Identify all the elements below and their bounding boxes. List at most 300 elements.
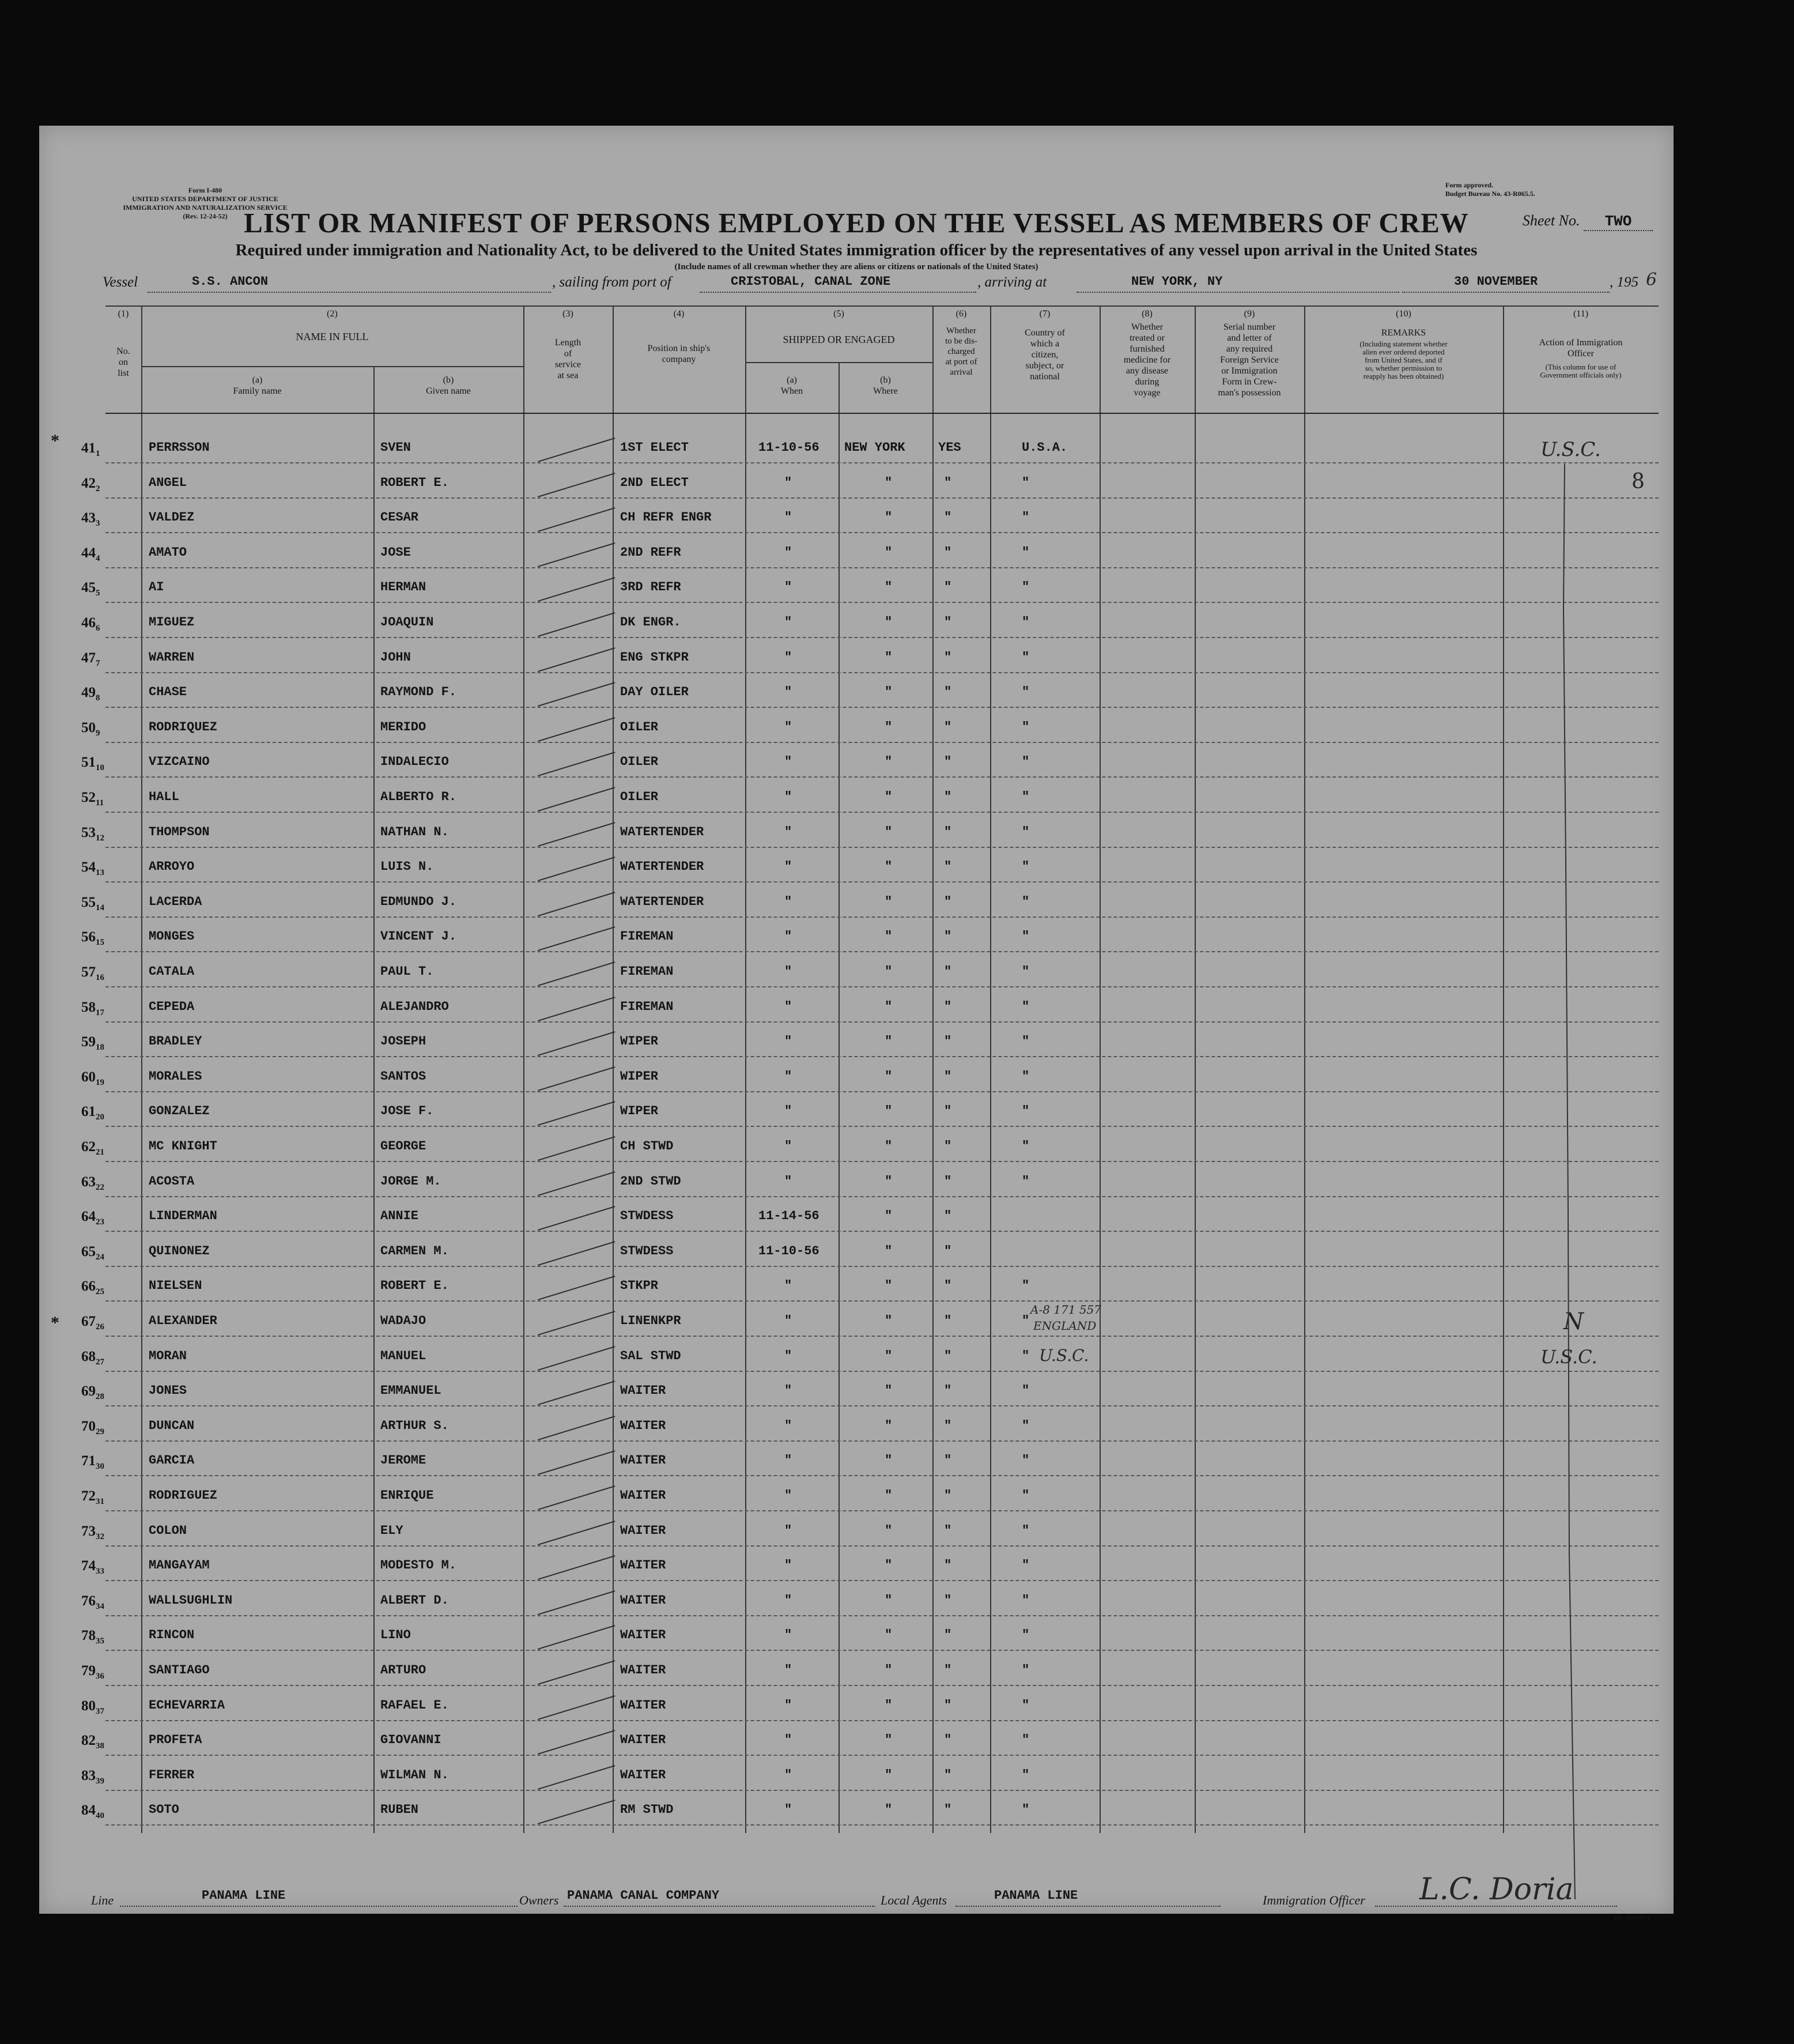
officer-action-heading: Action of Immigration Officer (1539, 338, 1623, 359)
cell-where: " (885, 1348, 893, 1363)
cell-where: " (885, 894, 893, 909)
cell-where: " (885, 1209, 893, 1224)
cell-country: " (1022, 999, 1030, 1014)
manifest-sheet (39, 126, 1674, 1922)
cell-discharged: " (944, 1418, 952, 1433)
cell-country: " (1022, 894, 1030, 909)
cell-given: RAFAEL E. (380, 1698, 449, 1713)
cell-given: GEORGE (380, 1139, 426, 1153)
form-id-line: Form I-480 (188, 186, 222, 194)
cell-where: " (885, 1314, 893, 1328)
cell-when: " (784, 1104, 792, 1119)
cell-position: DAY OILER (620, 685, 689, 700)
cell-family: LINDERMAN (149, 1209, 217, 1224)
cell-given: EDMUNDO J. (380, 894, 457, 909)
cell-where: " (885, 1628, 893, 1643)
cell-position: ENG STKPR (620, 650, 689, 665)
cell-discharged: " (944, 1593, 952, 1608)
cell-country: " (1022, 755, 1030, 770)
row-number: $55_{14}$ (81, 894, 104, 912)
cell-when: " (784, 545, 792, 560)
cell-country: " (1022, 1488, 1030, 1503)
service-length-mark (538, 1311, 615, 1336)
row-number: $54_{13}$ (81, 859, 104, 878)
cell-discharged: " (944, 510, 952, 525)
cell-discharged: " (944, 1243, 952, 1258)
cell-given: ROBERT E. (380, 475, 449, 490)
cell-given: JORGE M. (380, 1174, 441, 1189)
cell-discharged: " (944, 1314, 952, 1328)
cell-when: " (784, 790, 792, 804)
cell-position: WAITER (620, 1698, 666, 1713)
row-number: $67_{26}$ (81, 1314, 104, 1332)
cell-discharged: " (944, 790, 952, 804)
cell-country: " (1022, 1314, 1030, 1328)
col-11-number: (11) (1573, 309, 1589, 319)
cell-given: LINO (380, 1628, 411, 1643)
handwritten-country-england: ENGLAND (1033, 1319, 1097, 1333)
cell-country: " (1022, 1174, 1030, 1189)
cell-discharged: " (944, 1767, 952, 1782)
cell-position: FIREMAN (620, 964, 674, 979)
cell-given: RAYMOND F. (380, 685, 457, 700)
row-number: $84_{40}$ (81, 1802, 104, 1821)
cell-position: WAITER (620, 1383, 666, 1398)
cell-family: SOTO (149, 1802, 179, 1817)
row-number: $41_1$ (81, 440, 100, 458)
length-of-service-heading: Length of service at sea (554, 338, 581, 380)
cell-discharged: " (944, 1558, 952, 1573)
cell-given: MANUEL (380, 1348, 426, 1363)
cell-position: LINENKPR (620, 1314, 681, 1328)
row-number: $49_8$ (81, 685, 100, 703)
cell-where: " (885, 719, 893, 734)
service-length-mark (538, 1031, 615, 1056)
cell-given: JOSEPH (380, 1034, 426, 1049)
remarks-heading: REMARKS (1381, 328, 1426, 338)
cell-where: " (885, 1558, 893, 1573)
cell-family: BRADLEY (149, 1034, 202, 1049)
col-10-number: (10) (1396, 309, 1411, 319)
cell-when: " (784, 1418, 792, 1433)
cell-when: " (784, 1802, 792, 1817)
cell-when: " (784, 719, 792, 734)
cell-where: " (885, 1243, 893, 1258)
cell-position: WAITER (620, 1733, 666, 1748)
cell-when: " (784, 1767, 792, 1782)
cell-family: AI (149, 580, 164, 595)
service-length-mark (538, 997, 615, 1021)
cell-family: GONZALEZ (149, 1104, 210, 1119)
cell-position: OILER (620, 755, 659, 770)
cell-given: NATHAN N. (380, 824, 449, 839)
cell-family: VALDEZ (149, 510, 195, 525)
cell-family: PROFETA (149, 1733, 202, 1748)
service-length-mark (538, 1800, 615, 1824)
service-length-mark (538, 438, 615, 462)
service-length-mark (538, 1066, 615, 1091)
cell-position: WATERTENDER (620, 824, 704, 839)
sheet-number-label: Sheet No. (1522, 212, 1580, 229)
row-number: $69_{28}$ (81, 1383, 104, 1402)
service-length-mark (538, 507, 615, 532)
cell-when: " (784, 615, 792, 629)
cell-family: MORAN (149, 1348, 187, 1363)
cell-when: " (784, 580, 792, 595)
cell-given: GIOVANNI (380, 1733, 441, 1748)
officer-action-note: (This column for use of Government officials only) (1540, 363, 1622, 379)
cell-family: WARREN (149, 650, 195, 665)
row-number: $66_{25}$ (81, 1279, 104, 1297)
cell-when: " (784, 964, 792, 979)
service-length-mark (538, 752, 615, 776)
cell-family: CHASE (149, 685, 187, 700)
row-number: $78_{35}$ (81, 1628, 104, 1646)
cell-where: " (885, 1663, 893, 1677)
cell-position: WIPER (620, 1104, 659, 1119)
cell-given: ARTHUR S. (380, 1418, 449, 1433)
cell-position: 2ND REFR (620, 545, 681, 560)
service-length-mark (538, 961, 615, 986)
col-8-number: (8) (1142, 309, 1153, 319)
cell-family: ACOSTA (149, 1174, 195, 1189)
cell-given: JOHN (380, 650, 411, 665)
cell-position: FIREMAN (620, 999, 674, 1014)
form-id-line: (Rev. 12-24-52) (183, 212, 228, 220)
cell-position: 2ND STWD (620, 1174, 681, 1189)
cell-where: " (885, 1733, 893, 1748)
cell-discharged: " (944, 1733, 952, 1748)
cell-given: SANTOS (380, 1069, 426, 1084)
service-length-mark (538, 1136, 615, 1161)
handwritten-n-mark: N (1563, 1308, 1584, 1335)
cell-given: JOAQUIN (380, 615, 434, 629)
row-number: $51_{10}$ (81, 755, 104, 773)
col-2-number: (2) (327, 309, 338, 319)
service-length-mark (538, 1765, 615, 1790)
cell-given: CARMEN M. (380, 1243, 449, 1258)
cell-family: MC KNIGHT (149, 1139, 217, 1153)
cell-position: OILER (620, 719, 659, 734)
service-length-mark (538, 1625, 615, 1650)
cell-discharged: " (944, 755, 952, 770)
approval-line: Form approved. (1445, 181, 1494, 189)
asterisk-mark: * (51, 431, 59, 450)
cell-country: " (1022, 1418, 1030, 1433)
cell-discharged: " (944, 964, 952, 979)
cell-where: " (885, 1174, 893, 1189)
position-heading: Position in ship's company (647, 344, 711, 364)
cell-family: MANGAYAM (149, 1558, 210, 1573)
service-length-mark (538, 612, 615, 637)
service-length-mark (538, 1346, 615, 1371)
cell-position: WAITER (620, 1418, 666, 1433)
cell-where: NEW YORK (844, 440, 905, 455)
service-length-mark (538, 577, 615, 602)
cell-where: " (885, 929, 893, 944)
cell-position: WAITER (620, 1453, 666, 1468)
row-number: $43_3$ (81, 510, 100, 529)
cell-discharged: " (944, 615, 952, 629)
cell-country: " (1022, 650, 1030, 665)
row-number: $76_{34}$ (81, 1593, 104, 1611)
cell-family: LACERDA (149, 894, 202, 909)
cell-position: STWDESS (620, 1209, 674, 1224)
cell-country: " (1022, 580, 1030, 595)
sailing-label: , sailing from port of (552, 274, 671, 290)
cell-where: " (885, 1523, 893, 1538)
cell-family: RINCON (149, 1628, 195, 1643)
service-length-mark (538, 1241, 615, 1266)
cell-family: COLON (149, 1523, 187, 1538)
shipped-engaged-heading: SHIPPED OR ENGAGED (783, 334, 895, 345)
manifest-footer (91, 1872, 1670, 1917)
cell-family: ANGEL (149, 475, 187, 490)
cell-when: 11-10-56 (758, 1243, 819, 1258)
cell-when: 11-14-56 (758, 1209, 819, 1224)
row-number: $50_9$ (81, 719, 100, 738)
row-number: $63_{22}$ (81, 1174, 104, 1192)
row-number: $47_7$ (81, 650, 100, 668)
row-number: $46_6$ (81, 615, 100, 633)
cell-family: FERRER (149, 1767, 195, 1782)
cell-discharged: " (944, 1663, 952, 1677)
cell-when: " (784, 1069, 792, 1084)
cell-when: " (784, 1139, 792, 1153)
arrival-date: 30 NOVEMBER (1454, 274, 1538, 289)
cell-where: " (885, 790, 893, 804)
col-5-number: (5) (833, 309, 844, 319)
cell-discharged: " (944, 1383, 952, 1398)
cell-country: " (1022, 1348, 1030, 1363)
cell-when: " (784, 859, 792, 874)
cell-family: AMATO (149, 545, 187, 560)
cell-where: " (885, 475, 893, 490)
cell-given: JOSE F. (380, 1104, 434, 1119)
cell-country: " (1022, 475, 1030, 490)
service-length-mark (538, 857, 615, 881)
cell-given: CESAR (380, 510, 419, 525)
cell-family: RODRIQUEZ (149, 719, 217, 734)
medical-heading: Whether treated or furnished medicine for any disease during voyage (1123, 322, 1171, 398)
cell-where: " (885, 1802, 893, 1817)
cell-where: " (885, 1767, 893, 1782)
cell-when: " (784, 1558, 792, 1573)
cell-where: " (885, 1593, 893, 1608)
cell-country: " (1022, 790, 1030, 804)
service-length-mark (538, 717, 615, 742)
cell-position: 1ST ELECT (620, 440, 689, 455)
cell-country: " (1022, 1069, 1030, 1084)
cell-when: " (784, 1314, 792, 1328)
col-6-number: (6) (955, 309, 967, 319)
vessel-name: S.S. ANCON (192, 274, 269, 289)
cell-position: WATERTENDER (620, 894, 704, 909)
cell-discharged: " (944, 1453, 952, 1468)
form-subnote: (Include names of all crewman whether they are aliens or citizens or nationals of the United States) (674, 262, 1038, 271)
cell-discharged: " (944, 545, 952, 560)
service-length-mark (538, 1381, 615, 1405)
print-code: 16—67829-1 (1614, 1914, 1651, 1922)
service-length-mark (538, 682, 615, 707)
cell-country: " (1022, 824, 1030, 839)
cell-where: " (885, 824, 893, 839)
row-number: $65_{24}$ (81, 1243, 104, 1262)
cell-family: RODRIGUEZ (149, 1488, 217, 1503)
year-prefix: , 195 (1610, 274, 1638, 290)
row-number: $72_{31}$ (81, 1488, 104, 1506)
handwritten-usc: U.S.C. (1540, 438, 1601, 461)
cell-country: " (1022, 1558, 1030, 1573)
cell-when: " (784, 999, 792, 1014)
cell-when: " (784, 1383, 792, 1398)
cell-family: MORALES (149, 1069, 202, 1084)
cell-where: " (885, 1139, 893, 1153)
cell-when: " (784, 824, 792, 839)
cell-when: " (784, 650, 792, 665)
col-1-heading: No. on list (116, 346, 130, 378)
row-number: $59_{18}$ (81, 1034, 104, 1053)
cell-discharged: " (944, 1139, 952, 1153)
cell-when: " (784, 1523, 792, 1538)
cell-family: PERRSSON (149, 440, 210, 455)
cell-family: NIELSEN (149, 1279, 202, 1293)
col-7-number: (7) (1039, 309, 1051, 319)
cell-when: " (784, 475, 792, 490)
row-number: $60_{19}$ (81, 1069, 104, 1087)
cell-position: STWDESS (620, 1243, 674, 1258)
cell-when: " (784, 755, 792, 770)
service-length-mark (538, 1206, 615, 1231)
cell-when: " (784, 1663, 792, 1677)
row-number: $52_{11}$ (81, 790, 104, 808)
service-length-mark (538, 892, 615, 917)
cell-when: " (784, 1453, 792, 1468)
cell-family: GARCIA (149, 1453, 195, 1468)
row-number: $74_{33}$ (81, 1558, 104, 1577)
cell-discharged: " (944, 1174, 952, 1189)
vessel-label: Vessel (103, 274, 138, 290)
service-length-mark (538, 1171, 615, 1196)
line-value: PANAMA LINE (202, 1888, 286, 1903)
cell-family: DUNCAN (149, 1418, 195, 1433)
cell-where: " (885, 1453, 893, 1468)
cell-country: " (1022, 685, 1030, 700)
cell-country: " (1022, 1802, 1030, 1817)
cell-discharged: " (944, 719, 952, 734)
service-length-mark (538, 1485, 615, 1510)
cell-position: RM STWD (620, 1802, 674, 1817)
year-digit: 6 (1646, 270, 1657, 290)
row-number: $68_{27}$ (81, 1348, 104, 1367)
cell-given: SVEN (380, 440, 411, 455)
cell-where: " (885, 964, 893, 979)
cell-given: WILMAN N. (380, 1767, 449, 1782)
cell-country: " (1022, 1663, 1030, 1677)
cell-where: " (885, 650, 893, 665)
cell-given: EMMANUEL (380, 1383, 441, 1398)
cell-country: " (1022, 1523, 1030, 1538)
service-length-mark (538, 1695, 615, 1720)
cell-discharged: " (944, 685, 952, 700)
cell-given: ALBERTO R. (380, 790, 457, 804)
service-length-mark (538, 1730, 615, 1755)
cell-discharged: " (944, 824, 952, 839)
cell-family: VIZCAINO (149, 755, 210, 770)
cell-country: " (1022, 545, 1030, 560)
cell-country: U.S.A. (1022, 440, 1068, 455)
cell-country: " (1022, 1453, 1030, 1468)
cell-position: WAITER (620, 1593, 666, 1608)
cell-country: " (1022, 1104, 1030, 1119)
cell-country: " (1022, 615, 1030, 629)
cell-given: RUBEN (380, 1802, 419, 1817)
cell-position: CH STWD (620, 1139, 674, 1153)
row-number: $61_{20}$ (81, 1104, 104, 1122)
row-number: $42_2$ (81, 475, 100, 493)
service-length-mark (538, 1555, 615, 1580)
line-label: Line (91, 1893, 114, 1907)
service-length-mark (538, 1521, 615, 1545)
cell-when: " (784, 685, 792, 700)
cell-where: " (885, 1069, 893, 1084)
sheet-number (1523, 212, 1653, 231)
form-approval (1445, 181, 1653, 198)
handwritten-count: 8 (1631, 470, 1645, 493)
officer-signature: L.C. Doria (1419, 1872, 1574, 1907)
service-length-mark (538, 926, 615, 951)
cell-discharged: " (944, 894, 952, 909)
approval-line: Budget Bureau No. 43-R065.5. (1445, 190, 1535, 198)
cell-country: " (1022, 1698, 1030, 1713)
cell-position: SAL STWD (620, 1348, 681, 1363)
cell-given: MODESTO M. (380, 1558, 457, 1573)
cell-when: " (784, 1034, 792, 1049)
cell-discharged: " (944, 1628, 952, 1643)
officer-check-line (1552, 458, 1615, 1934)
cell-discharged: " (944, 1279, 952, 1293)
cell-family: JONES (149, 1383, 187, 1398)
cell-discharged: " (944, 859, 952, 874)
cell-discharged: " (944, 1069, 952, 1084)
cell-given: MERIDO (380, 719, 426, 734)
cell-when: " (784, 894, 792, 909)
cell-when: " (784, 1593, 792, 1608)
where-heading: (b) Where (873, 375, 898, 396)
cell-where: " (885, 1104, 893, 1119)
row-number: $62_{21}$ (81, 1139, 104, 1157)
cell-family: CATALA (149, 964, 195, 979)
cell-where: " (885, 1383, 893, 1398)
agents-value: PANAMA LINE (994, 1888, 1078, 1903)
cell-country: " (1022, 1383, 1030, 1398)
row-number: $45_5$ (81, 580, 100, 598)
cell-when: " (784, 929, 792, 944)
cell-family: SANTIAGO (149, 1663, 210, 1677)
row-number: $80_{37}$ (81, 1698, 104, 1716)
cell-family: ALEXANDER (149, 1314, 217, 1328)
row-number: $64_{23}$ (81, 1209, 104, 1227)
remarks-note: (Including statement whether alien ever ordered deported from United States, and if so, whether permission to reapply has been obtained) (1359, 340, 1448, 380)
cell-when: " (784, 1733, 792, 1748)
cell-discharged: " (944, 1698, 952, 1713)
cell-where: " (885, 615, 893, 629)
service-length-mark (538, 1416, 615, 1440)
cell-discharged: " (944, 1523, 952, 1538)
cell-position: WAITER (620, 1767, 666, 1782)
cell-discharged: " (944, 1488, 952, 1503)
cell-given: INDALECIO (380, 755, 449, 770)
